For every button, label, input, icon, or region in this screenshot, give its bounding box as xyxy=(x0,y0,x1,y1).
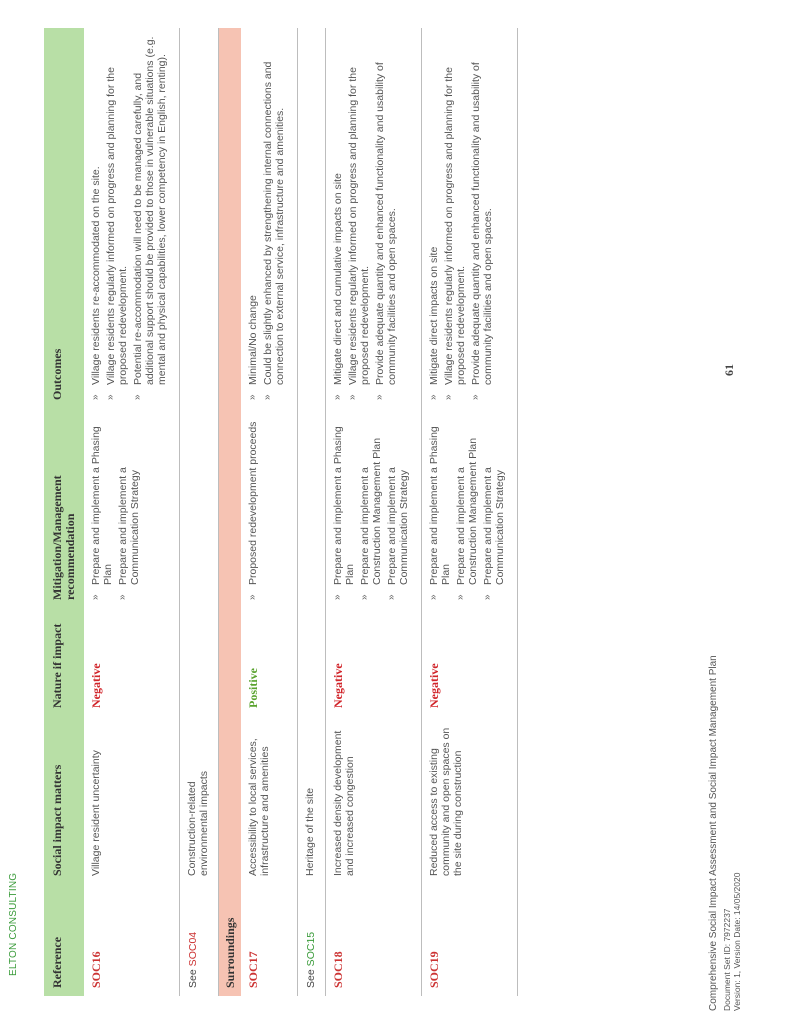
row-reference: SOC18 xyxy=(326,884,422,996)
row-nature xyxy=(326,608,422,716)
row-matter: Reduced access to existing community and open spaces on the site during construction xyxy=(422,716,518,884)
row-matter: Village resident uncertainty xyxy=(84,716,180,884)
list-item: » Village residents regularly informed on progress and planning for the proposed redevelopment. xyxy=(347,67,371,400)
table-row xyxy=(422,28,518,996)
nature-badge: Positive xyxy=(246,668,260,708)
social-impact-table xyxy=(44,28,518,996)
bullet-icon: » xyxy=(332,594,343,600)
list-item: » Village residents regularly informed on progress and planning for the proposed redevelopment. xyxy=(105,67,129,400)
list-item: » Prepare and implement a Phasing Plan xyxy=(428,426,452,600)
nature-badge: Negative xyxy=(89,663,103,708)
page-number: 61 xyxy=(722,364,736,376)
header-outcomes: Outcomes xyxy=(44,28,84,408)
footer-meta xyxy=(722,873,742,1011)
bullet-icon: » xyxy=(443,394,454,400)
bullet-icon: » xyxy=(428,394,439,400)
list-item: » Village residents regularly informed on progress and planning for the proposed redevelopment. xyxy=(443,67,467,400)
section-row xyxy=(219,28,242,996)
row-mitigation xyxy=(84,408,180,608)
row-mitigation xyxy=(326,408,422,608)
list-item: » Prepare and implement a Communication Strategy xyxy=(117,467,141,600)
table-row xyxy=(241,28,298,996)
bullet-icon: » xyxy=(347,394,358,400)
list-item: » Provide adequate quantity and enhanced functionality and usability of community facilities and open spaces. xyxy=(470,62,494,400)
table-header-row xyxy=(44,28,84,996)
bullet-icon: » xyxy=(247,594,258,600)
bullet-icon: » xyxy=(428,594,439,600)
bullet-icon: » xyxy=(262,394,273,400)
list-item: » Mitigate direct and cumulative impacts on site xyxy=(332,173,344,400)
list-item: » Could be slightly enhanced by strengthening internal connections and connection to external service, infrastructure and amenities. xyxy=(262,61,286,400)
header-reference: Reference xyxy=(44,884,84,996)
header-mitigation: Mitigation/Management recommendation xyxy=(44,408,84,608)
row-reference: SOC17 xyxy=(241,884,298,996)
table-row xyxy=(84,28,180,996)
bullet-icon: » xyxy=(90,394,101,400)
list-item: » Prepare and implement a Construction Management Plan xyxy=(359,437,383,600)
row-reference: SOC19 xyxy=(422,884,518,996)
list-item: » Minimal/No change xyxy=(247,295,259,400)
row-matter: Accessibility to local services, infrastructure and amenities xyxy=(241,716,298,884)
bullet-icon: » xyxy=(455,594,466,600)
row-mitigation xyxy=(422,408,518,608)
nature-badge: Negative xyxy=(331,663,345,708)
footer-document-title: Comprehensive Social Impact Assessment and Social Impact Management Plan xyxy=(708,655,719,1011)
table-row xyxy=(326,28,422,996)
row-nature xyxy=(422,608,518,716)
row-matter: Increased density development and increased congestion xyxy=(326,716,422,884)
footer-version: Version: 1, Version Date: 14/05/2020 xyxy=(732,872,742,1011)
row-outcomes xyxy=(84,28,180,408)
list-item: » Mitigate direct impacts on site xyxy=(428,246,440,400)
bullet-icon: » xyxy=(117,594,128,600)
bullet-icon: » xyxy=(374,394,385,400)
bullet-icon: » xyxy=(332,394,343,400)
row-reference: SOC16 xyxy=(84,884,180,996)
section-title: Surroundings xyxy=(219,28,242,996)
header-nature: Nature if impact xyxy=(44,608,84,716)
list-item: » Prepare and implement a Communication Strategy xyxy=(482,467,506,600)
brand-logo-text: ELTON CONSULTING xyxy=(8,872,19,976)
row-outcomes xyxy=(241,28,298,408)
row-reference: See SOC04 xyxy=(180,884,219,996)
list-item: » Prepare and implement a Communication Strategy xyxy=(386,467,410,600)
row-nature xyxy=(241,608,298,716)
bullet-icon: » xyxy=(482,594,493,600)
list-item: » Potential re-accommodation will need to be managed carefully, and additional support should be provided to those in vulnerable situations (e.g. mental and physical capabilities, lower competency in English, renting). xyxy=(132,36,168,400)
bullet-icon: » xyxy=(386,594,397,600)
list-item: » Prepare and implement a Construction Management Plan xyxy=(455,437,479,600)
list-item: » Prepare and implement a Phasing Plan xyxy=(332,426,356,600)
list-item: » Prepare and implement a Phasing Plan xyxy=(90,426,114,600)
row-reference: See SOC15 xyxy=(298,884,326,996)
table-row xyxy=(298,28,326,996)
row-matter: Heritage of the site xyxy=(298,716,326,884)
bullet-icon: » xyxy=(247,394,258,400)
list-item: » Proposed redevelopment proceeds xyxy=(247,421,259,600)
table-row xyxy=(180,28,219,996)
bullet-icon: » xyxy=(90,594,101,600)
bullet-icon: » xyxy=(105,394,116,400)
row-outcomes xyxy=(326,28,422,408)
bullet-icon: » xyxy=(359,594,370,600)
bullet-icon: » xyxy=(132,394,143,400)
footer-doc-set: Document Set ID: 7972237 xyxy=(722,908,732,1011)
nature-badge: Negative xyxy=(427,663,441,708)
row-matter: Construction-related environmental impacts xyxy=(180,716,219,884)
row-outcomes xyxy=(422,28,518,408)
list-item: » Provide adequate quantity and enhanced functionality and usability of community facilities and open spaces. xyxy=(374,62,398,400)
list-item: » Village residents re-accommodated on the site. xyxy=(90,166,102,400)
bullet-icon: » xyxy=(470,394,481,400)
header-matters: Social impact matters xyxy=(44,716,84,884)
row-mitigation xyxy=(241,408,298,608)
row-nature xyxy=(84,608,180,716)
